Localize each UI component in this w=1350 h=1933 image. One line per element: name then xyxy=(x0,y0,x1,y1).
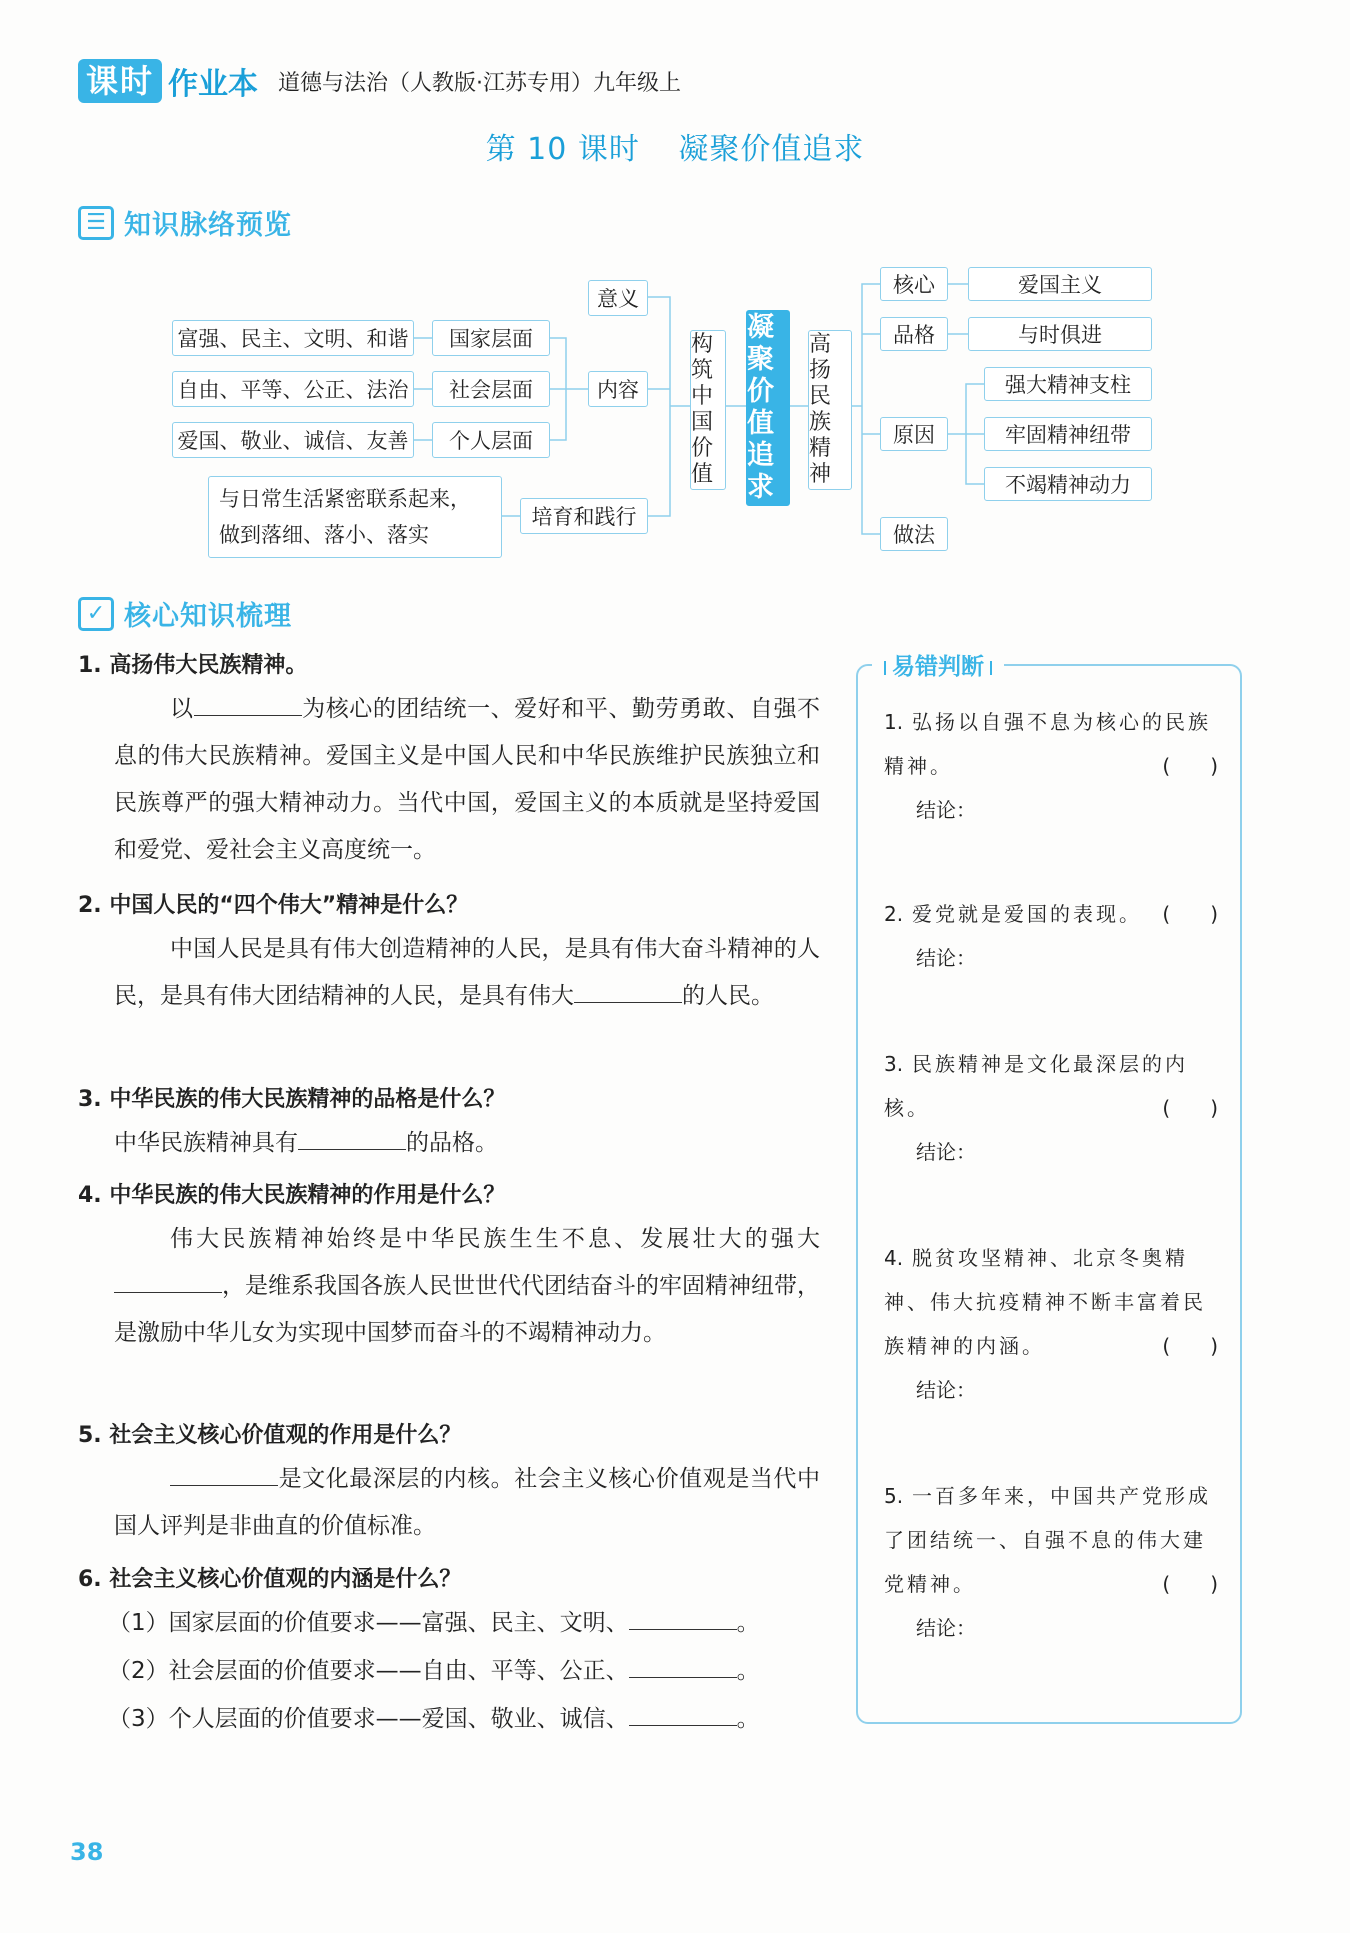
question-3: 3. 中华民族的伟大民族精神的品格是什么？ xyxy=(78,1087,506,1112)
mm-method: 做法 xyxy=(880,517,948,551)
mm-practice-line2: 做到落细、落小、落实 xyxy=(219,523,429,547)
judgement-item-5: 5. 一百多年来，中国共产党形成了团结统一、自强不息的伟大建党精神。 ( ) 结论： xyxy=(884,1474,1224,1650)
mm-branch-national-spirit: 高扬民族精神 xyxy=(808,330,852,490)
conclusion-label: 结论： xyxy=(916,1140,976,1164)
answer-5: 是文化最深层的内核。社会主义核心价值观是当代中国人评判是非曲直的价值标准。 xyxy=(114,1466,820,1539)
section-core-title: 核心知识梳理 xyxy=(124,601,292,632)
answer-2: 中国人民是具有伟大创造精神的人民，是具有伟大奋斗精神的人民，是具有伟大团结精神的人民，是具有伟大 的人民。 xyxy=(114,936,820,1009)
question-4: 4. 中华民族的伟大民族精神的作用是什么？ xyxy=(78,1183,506,1208)
lesson-name: 凝聚价值追求 xyxy=(678,132,865,167)
conclusion-label: 结论： xyxy=(916,1378,976,1402)
answer-3: 中华民族精神具有 的品格。 xyxy=(114,1130,498,1156)
answer-4: 伟大民族精神始终是中华民族生生不息、发展壮大的强大，是维系我国各族人民世世代代团结奋斗的牢固精神纽带，是激励中华儿女为实现中国梦而奋斗的不竭精神动力。 xyxy=(114,1226,820,1346)
answer-paren[interactable]: ( ) xyxy=(1162,754,1218,778)
judgement-item-3: 3. 民族精神是文化最深层的内核。 ( ) 结论： xyxy=(884,1042,1224,1174)
judgement-item-1: 1. 弘扬以自强不息为核心的民族精神。 ( ) 结论： xyxy=(884,700,1224,832)
conclusion-label: 结论： xyxy=(916,946,976,970)
judgement-panel-title: 易错判断 xyxy=(872,648,1004,681)
mm-reason-2: 牢固精神纽带 xyxy=(984,417,1152,451)
mm-quality-value: 与时俱进 xyxy=(968,317,1152,351)
judgement-item-4: 4. 脱贫攻坚精神、北京冬奥精神、伟大抗疫精神不断丰富着民族精神的内涵。 ( ) 结论： xyxy=(884,1236,1224,1412)
answer-6-line-3: （3）个人层面的价值要求——爱国、敬业、诚信、 。 xyxy=(108,1706,760,1732)
brand-name: 作业本 xyxy=(168,67,259,102)
mm-core-value: 爱国主义 xyxy=(968,267,1152,301)
mm-level-individual: 个人层面 xyxy=(432,422,550,458)
mm-content: 内容 xyxy=(588,371,648,407)
mm-reason-3: 不竭精神动力 xyxy=(984,467,1152,501)
mm-center-topic: 凝聚价值追求 xyxy=(746,310,790,506)
answer-paren[interactable]: ( ) xyxy=(1162,902,1218,926)
answer-paren[interactable]: ( ) xyxy=(1162,1572,1218,1596)
mm-values-country: 富强、民主、文明、和谐 xyxy=(172,320,414,356)
lesson-title xyxy=(0,124,1350,168)
fill-blank[interactable] xyxy=(629,1705,737,1726)
subject-title: 道德与法治（人教版·江苏专用）九年级上 xyxy=(278,70,682,96)
brand-logo: 课时 xyxy=(78,59,162,103)
mm-practice-desc xyxy=(208,476,502,558)
conclusion-label: 结论： xyxy=(916,798,976,822)
mm-level-country: 国家层面 xyxy=(432,320,550,356)
answer-paren[interactable]: ( ) xyxy=(1162,1334,1218,1358)
answer-6-line-2: （2）社会层面的价值要求——自由、平等、公正、 。 xyxy=(108,1658,760,1684)
fill-blank[interactable] xyxy=(298,1129,406,1150)
fill-blank[interactable] xyxy=(574,982,682,1003)
conclusion-label: 结论： xyxy=(916,1616,976,1640)
mm-reason-1: 强大精神支柱 xyxy=(984,367,1152,401)
mm-values-society: 自由、平等、公正、法治 xyxy=(172,371,414,407)
question-1: 1. 高扬伟大民族精神。 xyxy=(78,653,308,678)
mm-level-society: 社会层面 xyxy=(432,371,550,407)
judgement-item-2: 2. 爱党就是爱国的表现。 ( ) 结论： xyxy=(884,892,1224,980)
layers-icon: ☰ xyxy=(78,206,114,240)
answer-1: 以 为核心的团结统一、爱好和平、勤劳勇敢、自强不息的伟大民族精神。爱国主义是中国人民和中华民族维护民族独立和民族尊严的强大精神动力。当代中国，爱国主义的本质就是坚持爱国和爱党、爱社会主义高度统一。 xyxy=(114,696,821,863)
section-preview-title: 知识脉络预览 xyxy=(124,210,292,241)
mm-core: 核心 xyxy=(880,267,948,301)
brand-header xyxy=(78,58,681,104)
section-preview-header xyxy=(78,203,292,242)
question-2: 2. 中国人民的“四个伟大”精神是什么？ xyxy=(78,893,469,918)
checkbox-icon: ✓ xyxy=(78,597,114,631)
mm-quality: 品格 xyxy=(880,317,948,351)
lesson-number: 第 10 课时 xyxy=(485,132,640,167)
answer-paren[interactable]: ( ) xyxy=(1162,1096,1218,1120)
fill-blank[interactable] xyxy=(194,695,302,716)
mm-practice-line1: 与日常生活紧密联系起来， xyxy=(219,487,471,511)
mm-branch-chinese-values: 构筑中国价值 xyxy=(690,330,726,490)
mm-values-individual: 爱国、敬业、诚信、友善 xyxy=(172,422,414,458)
fill-blank[interactable] xyxy=(629,1609,737,1630)
fill-blank[interactable] xyxy=(629,1657,737,1678)
question-6: 6. 社会主义核心价值观的内涵是什么？ xyxy=(78,1567,462,1592)
question-5: 5. 社会主义核心价值观的作用是什么？ xyxy=(78,1423,462,1448)
section-core-header xyxy=(78,594,292,633)
page-number: 38 xyxy=(70,1838,104,1866)
fill-blank[interactable] xyxy=(114,1272,222,1293)
mm-meaning: 意义 xyxy=(588,280,648,316)
fill-blank[interactable] xyxy=(170,1465,278,1486)
answer-6-line-1: （1）国家层面的价值要求——富强、民主、文明、 。 xyxy=(108,1610,760,1636)
mm-practice: 培育和践行 xyxy=(520,498,648,534)
mm-reason: 原因 xyxy=(880,417,948,451)
